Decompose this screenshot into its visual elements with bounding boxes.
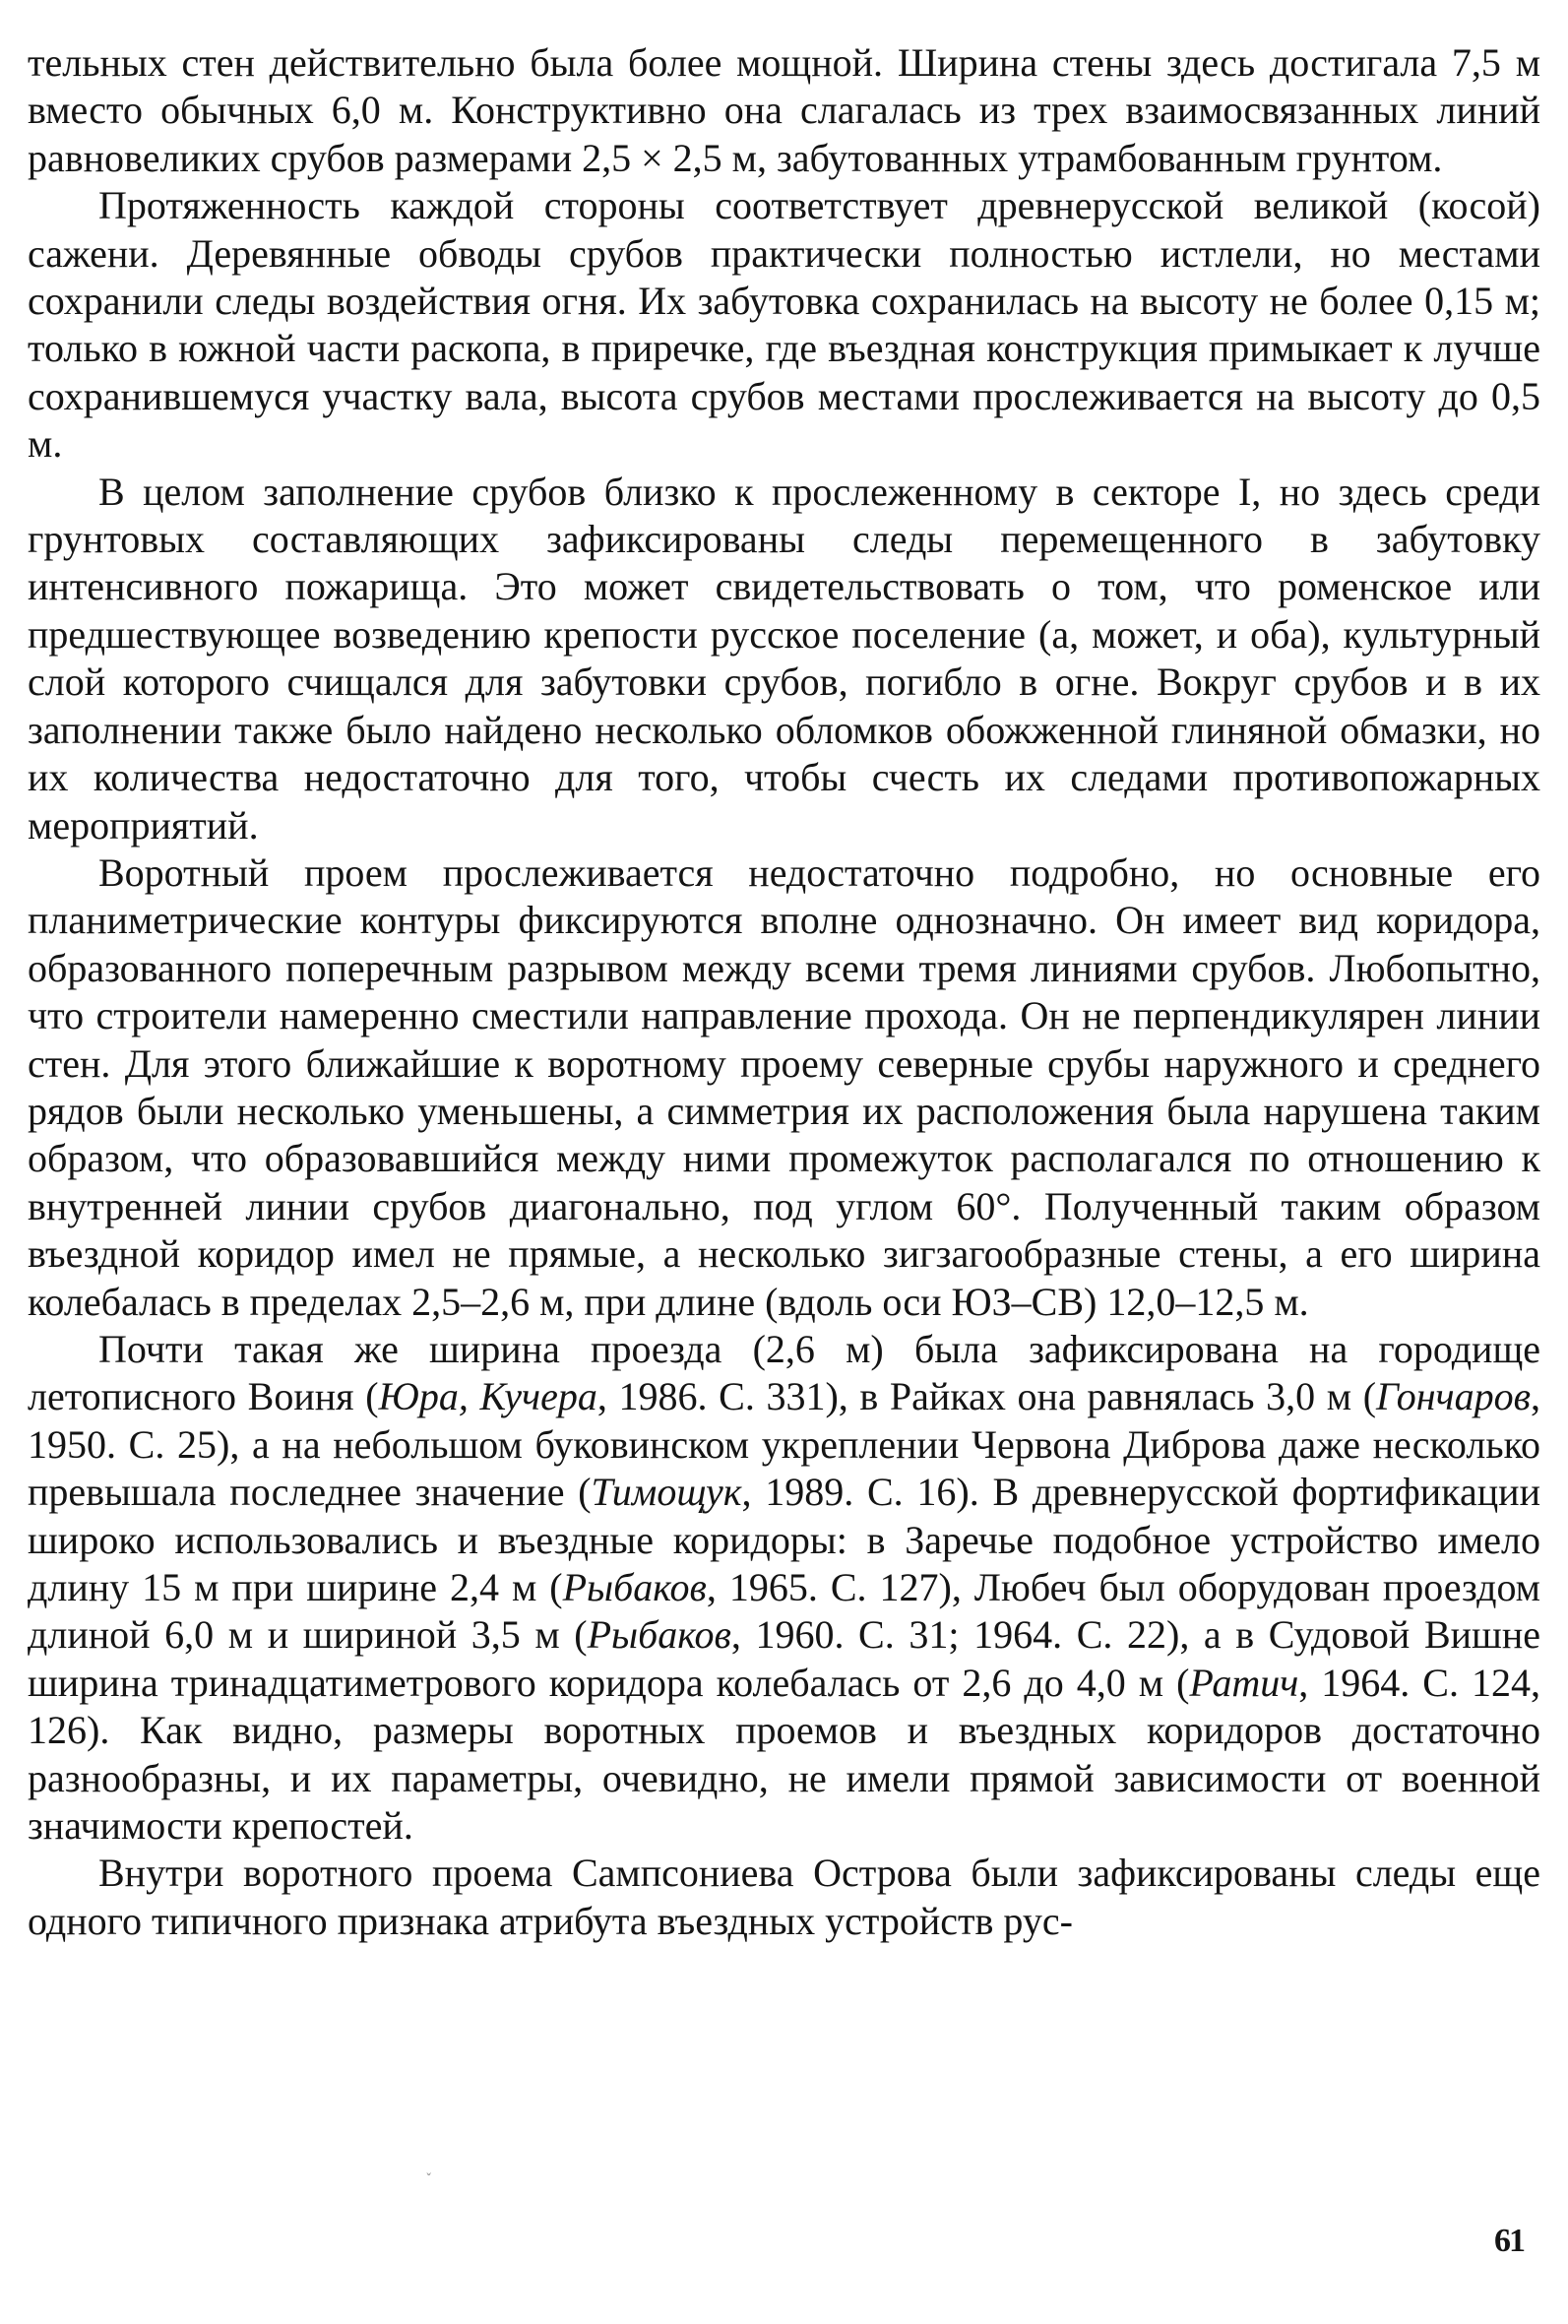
text-run: , 1964. С. 124, 126). Как видно, размеры воротных проемов и въездных коридоров достаточно разнообразны, и их параметры, очевидно, не имели прямой зависимости от военной значимости крепостей. <box>28 1660 1540 1849</box>
page-number: 61 <box>1494 2223 1524 2259</box>
citation-author: Юра, Кучера <box>378 1374 597 1419</box>
text-run: , 1950. С. 25), а на небольшом буковинском укреплении Червона Диброва даже несколько превышала последнее значение ( <box>28 1374 1540 1515</box>
paragraph-5 <box>28 1326 1540 1850</box>
text-run: тельных стен действительно была более мощной. Ширина стены здесь достигала 7,5 м вместо обычных 6,0 м. Конструктивно она слагалась из трех взаимосвязанных линий равновеликих срубов размерами 2,5 × 2,5 м, забутованных утрамбованным грунтом. <box>28 40 1540 180</box>
citation-author: Рыбаков <box>562 1565 707 1609</box>
citation-author: Тимощук <box>591 1470 742 1515</box>
text-run: Протяженность каждой стороны соответствует древнерусской великой (косой) сажени. Деревянные обводы срубов практически полностью истлели, но местами сохранили следы воздействия огня. Их забутовка сохранилась на высоту не более 0,15 м; только в южной части раскопа, в приречке, где въездная конструкция примыкает к лучше сохранившемуся участку вала, высота срубов местами прослеживается на высоту до 0,5 м. <box>28 183 1540 467</box>
citation-author: Ратич <box>1189 1660 1299 1705</box>
text-run: , 1989. С. 16). В древнерусской фортификации широко использовались и въездные коридоры: в Заречье подобное устройство имело длину 15 м при ширине 2,4 м ( <box>28 1470 1540 1609</box>
text-run: Почти такая же ширина проезда (2,6 м) была зафиксирована на городище летописного Воиня ( <box>28 1326 1540 1419</box>
citation-author: Рыбаков <box>587 1612 731 1658</box>
text-run: , 1960. С. 31; 1964. С. 22), а в Судовой Вишне ширина тринадцатиметрового коридора колебалась от 2,6 до 4,0 м ( <box>28 1612 1541 1705</box>
text-run: Воротный проем прослеживается недостаточно подробно, но основные его планиметрические контуры фиксируются вполне однозначно. Он имеет вид коридора, образованного поперечным разрывом между всеми тремя линиями срубов. Любопытно, что строители намеренно сместили направление прохода. Он не перпендикулярен линии стен. Для этого ближайшие к воротному проему северные срубы наружного и среднего рядов были несколько уменьшены, а симметрия их расположения была нарушена таким образом, что образовавшийся между ними промежуток располагался по отношению к внутренней линии срубов диагонально, под углом 60°. Полученный таким образом въездной коридор имел не прямые, а несколько зигзагообразные стены, а его ширина колебалась в пределах 2,5–2,6 м, при длине (вдоль оси ЮЗ–СВ) 12,0–12,5 м. <box>28 849 1540 1324</box>
text-run: В целом заполнение срубов близко к прослеженному в секторе I, но здесь среди грунтовых составляющих зафиксированы следы перемещенного в забутовку интенсивного пожарища. Это может свидетельствовать о том, что роменское или предшествующее возведению крепости русское поселение (а, может, и оба), культурный слой которого счищался для забутовки срубов, погибло в огне. Вокруг срубов и в их заполнении также было найдено несколько обломков обожженной глиняной обмазки, но их количества недостаточно для того, чтобы счесть их следами противопожарных мероприятий. <box>28 469 1540 848</box>
paragraph-2 <box>28 182 1540 468</box>
text-run: , 1986. С. 331), в Райках она равнялась 3,0 м ( <box>596 1374 1377 1419</box>
document-page <box>28 39 1540 2293</box>
scan-artifact-mark: ˯ <box>425 2152 433 2176</box>
citation-author: Гончаров <box>1376 1374 1531 1419</box>
paragraph-1 <box>28 39 1540 182</box>
paragraph-6 <box>28 1850 1540 1945</box>
paragraph-3 <box>28 469 1540 849</box>
text-run: , 1965. С. 127), Любеч был оборудован проездом длиной 6,0 м и шириной 3,5 м ( <box>28 1565 1540 1658</box>
paragraph-4 <box>28 849 1540 1326</box>
text-run: Внутри воротного проема Сампсониева Острова были зафиксированы следы еще одного типичного признака атрибута въездных устройств рус- <box>28 1851 1540 1943</box>
